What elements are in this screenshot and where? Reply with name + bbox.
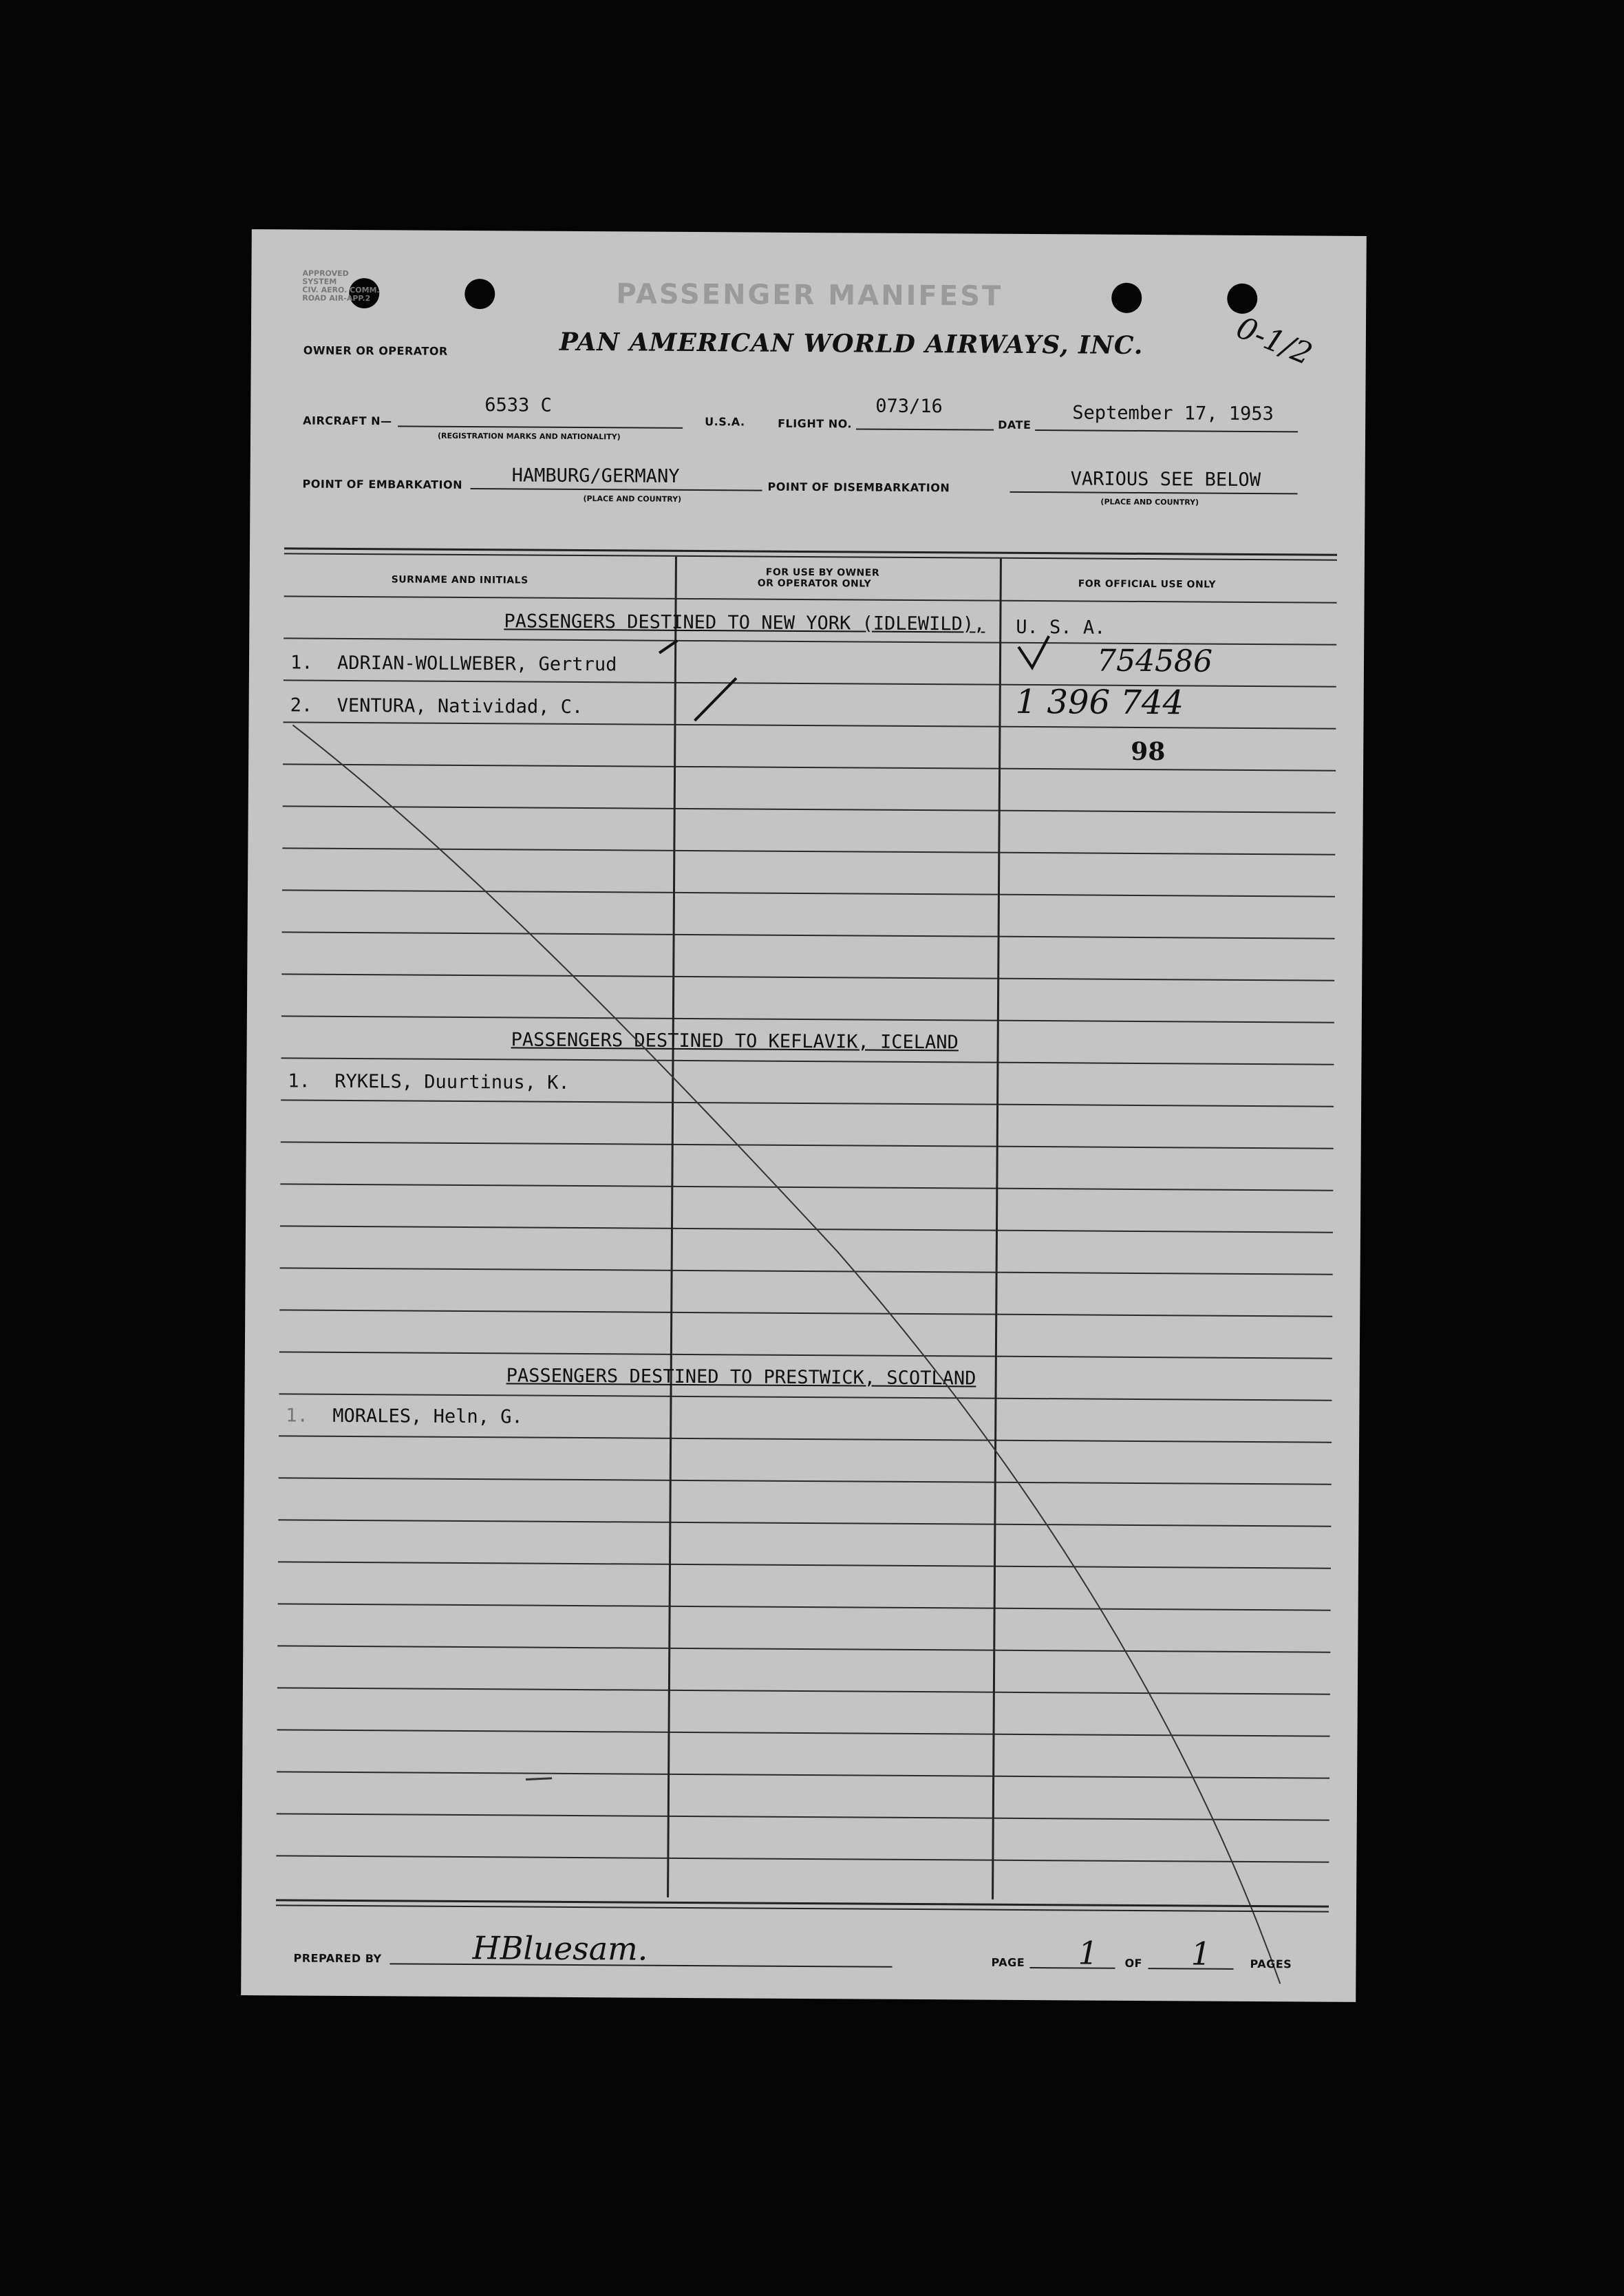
- embark-label: POINT OF EMBARKATION: [302, 477, 463, 491]
- disembark-value: VARIOUS SEE BELOW: [1070, 468, 1261, 491]
- passenger-number: 2.: [290, 694, 313, 716]
- extra-number: 98: [1131, 736, 1166, 767]
- check-mark: [1018, 636, 1049, 668]
- registration-caption: (REGISTRATION MARKS AND NATIONALITY): [437, 431, 621, 442]
- date-value: September 17, 1953: [1072, 402, 1274, 425]
- aircraft-label: AIRCRAFT N—: [303, 414, 392, 428]
- approval-line: ROAD AIR-APP.2: [302, 293, 371, 304]
- pen-marks: [241, 229, 1367, 2002]
- passenger-name: MORALES, Heln, G.: [332, 1405, 523, 1428]
- section-heading: PASSENGERS DESTINED TO KEFLAVIK, ICELAND: [511, 1029, 959, 1054]
- prepared-label: PREPARED BY: [293, 1951, 382, 1966]
- owner-column-header-1: FOR USE BY OWNER: [765, 566, 880, 579]
- aircraft-value: 6533 C: [484, 394, 552, 416]
- surname-column-header: SURNAME AND INITIALS: [391, 574, 528, 586]
- approval-line: SYSTEM: [302, 277, 337, 286]
- disembark-caption: (PLACE AND COUNTRY): [1100, 497, 1199, 507]
- cancel-line: [285, 725, 1288, 1984]
- passenger-number: 1.: [288, 1070, 310, 1092]
- section-heading: PASSENGERS DESTINED TO PRESTWICK, SCOTLAND: [506, 1365, 976, 1390]
- official-column-header: FOR OFFICIAL USE ONLY: [1078, 578, 1217, 591]
- passenger-number: 1.: [286, 1405, 308, 1427]
- stray-mark: [526, 1778, 552, 1780]
- disembark-label: POINT OF DISEMBARKATION: [767, 480, 950, 495]
- pages-label: PAGES: [1250, 1957, 1292, 1971]
- embark-caption: (PLACE AND COUNTRY): [583, 494, 682, 504]
- flight-label: FLIGHT NO.: [778, 416, 853, 431]
- check-mark: [659, 641, 677, 653]
- passenger-number: 1.: [290, 652, 313, 674]
- page-number: 1: [1078, 1934, 1099, 1972]
- owner-label: OWNER OR OPERATOR: [303, 343, 448, 358]
- manifest-page: [241, 229, 1367, 2002]
- approval-line: CIV. AERO. COMM.: [302, 285, 380, 295]
- official-mark: 754586: [1096, 643, 1213, 679]
- of-label: OF: [1124, 1956, 1143, 1970]
- official-mark: 1 396 744: [1015, 682, 1184, 723]
- embark-value: HAMBURG/GERMANY: [511, 465, 680, 487]
- date-label: DATE: [998, 418, 1032, 432]
- page-title: PASSENGER MANIFEST: [616, 278, 1003, 312]
- passenger-name: VENTURA, Natividad, C.: [336, 694, 584, 719]
- usa-label: U.S.A.: [705, 415, 745, 429]
- official-note: U. S. A.: [1016, 616, 1106, 639]
- section-heading: PASSENGERS DESTINED TO NEW YORK (IDLEWILD),: [504, 610, 985, 635]
- signature: HBluesam.: [472, 1929, 648, 1968]
- approval-line: APPROVED: [302, 268, 349, 278]
- corner-note: 0-1/2: [1231, 310, 1318, 372]
- company-name: PAN AMERICAN WORLD AIRWAYS, INC.: [559, 327, 1144, 360]
- page-label: PAGE: [991, 1955, 1025, 1969]
- check-mark: [695, 678, 736, 721]
- flight-number: 073/16: [875, 395, 943, 418]
- page-total: 1: [1190, 1935, 1212, 1973]
- owner-column-header-2: OR OPERATOR ONLY: [757, 577, 872, 590]
- passenger-name: ADRIAN-WOLLWEBER, Gertrud: [336, 652, 617, 676]
- passenger-name: RYKELS, Duurtinus, K.: [334, 1070, 570, 1094]
